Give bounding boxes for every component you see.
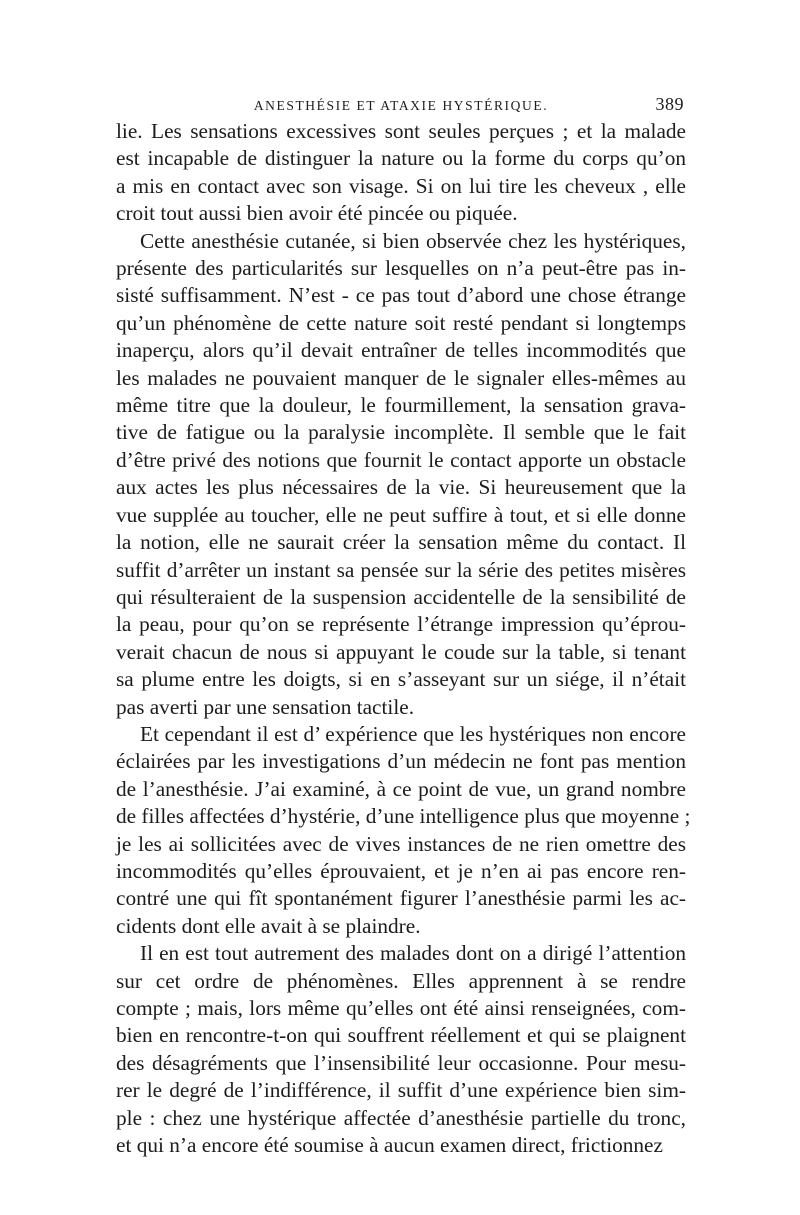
running-title: ANESTHÉSIE ET ATAXIE HYSTÉRIQUE. [253, 98, 549, 113]
text-line: contré une qui fît spontanément figurer l’anesthésie parmi les ac- [116, 886, 686, 911]
text-line: sa plume entre les doigts, si en s’asseyant sur un siége, il n’était [116, 667, 686, 692]
running-header [116, 92, 686, 118]
text-line: et qui n’a encore été soumise à aucun examen direct, frictionnez [116, 1133, 663, 1158]
body-text [116, 118, 691, 1159]
text-line: la peau, pour qu’on se représente l’étrange impression qu’éprou- [116, 612, 686, 637]
text-line: qui résulteraient de la suspension accidentelle de la sensibilité de [116, 584, 686, 609]
text-line: je les ai sollicitées avec de vives instances de ne rien omettre des [116, 831, 686, 856]
text-line: tive de fatigue ou la paralysie incomplète. Il semble que le fait [116, 420, 686, 445]
text-line: suffit d’arrêter un instant sa pensée sur la série des petites misères [116, 557, 686, 582]
paragraph [116, 228, 686, 721]
text-line: bien en rencontre-t-on qui souffrent réellement et qui se plaignent [116, 1023, 686, 1048]
text-line: croit tout aussi bien avoir été pincée ou piquée. [116, 201, 518, 226]
paragraph [116, 940, 686, 1159]
text-line: incommodités qu’elles éprouvaient, et je n’en ai pas encore ren- [116, 858, 686, 883]
text-line: lie. Les sensations excessives sont seules perçues ; et la malade [116, 119, 686, 143]
text-line: des désagréments que l’insensibilité leur occasionne. Pour mesu- [116, 1050, 686, 1075]
book-page [116, 92, 691, 1159]
text-line: aux actes les plus nécessaires de la vie. Si heureusement que la [116, 475, 686, 500]
text-line: cidents dont elle avait à se plaindre. [116, 913, 421, 938]
text-line: même titre que la douleur, le fourmillement, la sensation grava- [116, 393, 686, 418]
paragraph [116, 721, 691, 940]
text-line: inaperçu, alors qu’il devait entraîner de telles incommodités que [116, 338, 686, 363]
text-line: de filles affectées d’hystérie, d’une intelligence plus que moyenne ; [116, 804, 691, 829]
text-line: verait chacun de nous si appuyant le coude sur la table, si tenant [116, 639, 686, 664]
text-line: ple : chez une hystérique affectée d’anesthésie partielle du tronc, [116, 1105, 686, 1130]
text-line: d’être privé des notions que fournit le contact apporte un obstacle [116, 447, 686, 472]
text-line: compte ; mais, lors même qu’elles ont été ainsi renseignées, com- [116, 996, 686, 1020]
text-line: pas averti par une sensation tactile. [116, 694, 415, 719]
page-number: 389 [655, 94, 684, 114]
text-line: éclairées par les investigations d’un médecin ne font pas mention [116, 749, 686, 774]
text-line: rer le degré de l’indifférence, il suffit d’une expérience bien sim- [116, 1078, 686, 1103]
text-line: la notion, elle ne saurait créer la sensation même du contact. Il [116, 530, 686, 555]
text-line: présente des particularités sur lesquelles on n’a peut-être pas in- [116, 256, 686, 281]
text-line: les malades ne pouvaient manquer de le signaler elles-mêmes au [116, 365, 686, 390]
text-line: a mis en contact avec son visage. Si on lui tire les cheveux , elle [116, 173, 686, 198]
text-line: Cette anesthésie cutanée, si bien observée chez les hystériques, [140, 228, 686, 253]
text-line: Et cependant il est d’ expérience que les hystériques non encore [140, 721, 686, 746]
text-line: Il en est tout autrement des malades dont on a dirigé l’attention [140, 941, 686, 966]
text-line: sur cet ordre de phénomènes. Elles apprennent à se rendre [116, 968, 686, 993]
text-line: sisté suffisamment. N’est - ce pas tout d’abord une chose étrange [116, 283, 686, 308]
text-line: de l’anesthésie. J’ai examiné, à ce point de vue, un grand nombre [116, 776, 686, 801]
text-line: qu’un phénomène de cette nature soit resté pendant si longtemps [116, 310, 686, 335]
paragraph [116, 118, 686, 228]
text-line: vue supplée au toucher, elle ne peut suffire à tout, et si elle donne [116, 502, 686, 527]
text-line: est incapable de distinguer la nature ou la forme du corps qu’on [116, 146, 686, 171]
